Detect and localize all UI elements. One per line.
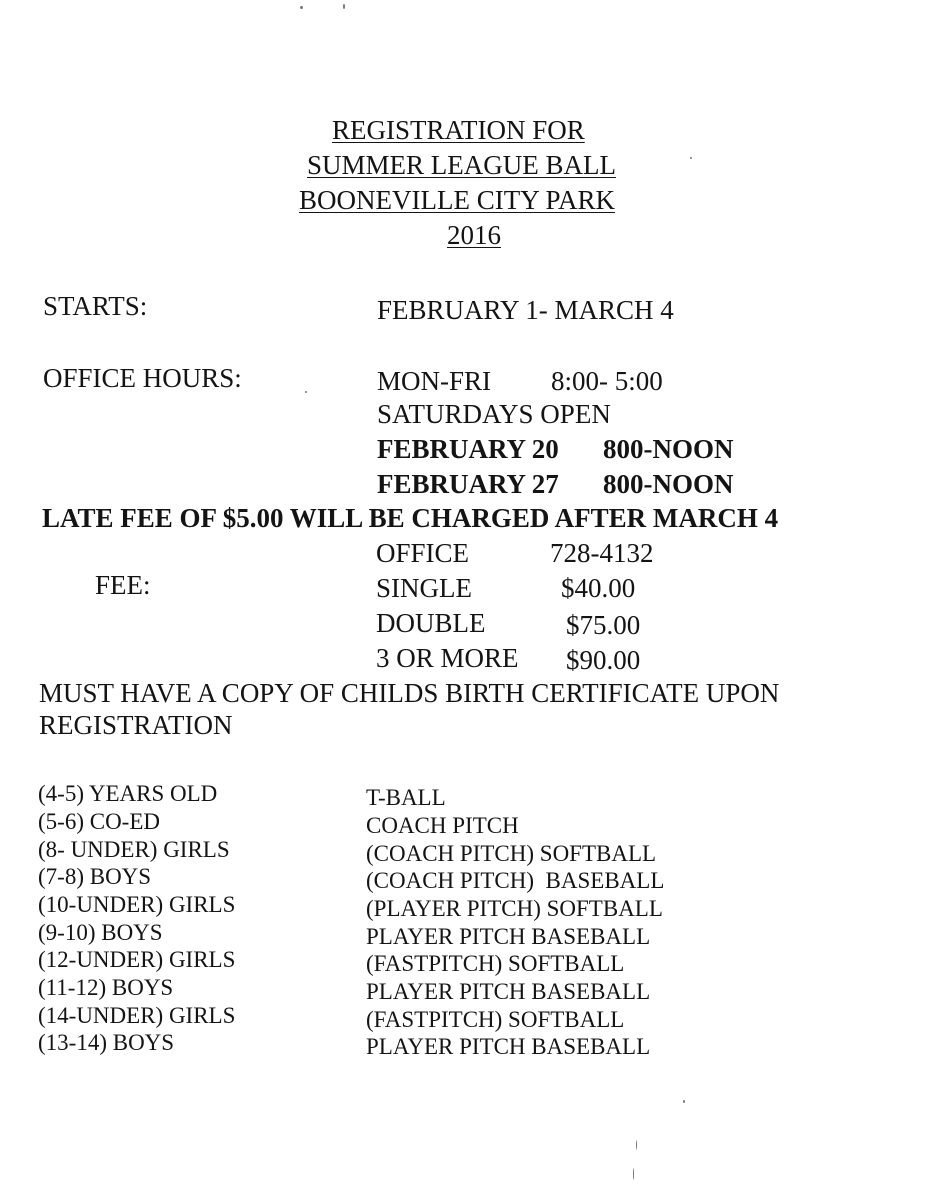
office-hours-weekday-time: 8:00- 5:00 [551, 366, 663, 396]
header-title-line3: BOONEVILLE CITY PARK [299, 185, 615, 215]
saturday-date-2: FEBRUARY 27 [377, 469, 559, 499]
division-league: (COACH PITCH) BASEBALL [366, 868, 665, 893]
scan-speck [633, 1168, 634, 1180]
office-phone-label: OFFICE [376, 538, 470, 568]
division-age: (13-14) BOYS [38, 1030, 175, 1055]
scan-speck [343, 4, 345, 9]
division-league: PLAYER PITCH BASEBALL [366, 924, 651, 949]
scan-speck [305, 391, 307, 393]
division-league: T-BALL [366, 785, 446, 810]
certificate-note-line2: REGISTRATION [39, 710, 233, 740]
office-hours-label: OFFICE HOURS: [43, 363, 242, 393]
office-phone-number: 728-4132 [550, 538, 654, 568]
division-age: (11-12) BOYS [38, 975, 174, 1000]
starts-label: STARTS: [43, 291, 148, 321]
division-league: (FASTPITCH) SOFTBALL [366, 951, 625, 976]
starts-value: FEBRUARY 1- MARCH 4 [377, 295, 674, 325]
division-age: (4-5) YEARS OLD [38, 781, 218, 806]
scan-speck [683, 1100, 685, 1103]
division-league: (COACH PITCH) SOFTBALL [366, 841, 657, 866]
scan-speck [300, 6, 303, 9]
fee-label: FEE: [95, 570, 151, 600]
division-age: (12-UNDER) GIRLS [38, 947, 236, 972]
division-age: (7-8) BOYS [38, 864, 152, 889]
office-hours-saturdays: SATURDAYS OPEN [377, 399, 611, 429]
office-hours-weekday-days: MON-FRI [377, 366, 492, 396]
certificate-note-line1: MUST HAVE A COPY OF CHILDS BIRTH CERTIFICATE UPON [39, 678, 780, 708]
header-title-line2: SUMMER LEAGUE BALL [307, 150, 616, 180]
saturday-date-1: FEBRUARY 20 [377, 434, 559, 464]
division-age: (14-UNDER) GIRLS [38, 1003, 236, 1028]
division-league: COACH PITCH [366, 813, 519, 838]
fee-row-amount: $75.00 [566, 610, 641, 640]
division-age: (9-10) BOYS [38, 920, 163, 945]
header-title-line1: REGISTRATION FOR [332, 115, 585, 145]
fee-row-label: SINGLE [376, 573, 472, 603]
fee-row-amount: $40.00 [561, 573, 636, 603]
division-league: PLAYER PITCH BASEBALL [366, 1034, 651, 1059]
fee-row-label: 3 OR MORE [376, 643, 519, 673]
header-year: 2016 [447, 220, 501, 250]
division-age: (10-UNDER) GIRLS [38, 892, 236, 917]
division-age: (8- UNDER) GIRLS [38, 837, 230, 862]
late-fee-notice: LATE FEE OF $5.00 WILL BE CHARGED AFTER MARCH 4 [42, 503, 779, 533]
saturday-time-1: 800-NOON [603, 434, 734, 464]
saturday-time-2: 800-NOON [603, 469, 734, 499]
fee-row-amount: $90.00 [566, 645, 641, 675]
fee-row-label: DOUBLE [376, 608, 486, 638]
scan-speck [636, 1140, 637, 1150]
division-league: (PLAYER PITCH) SOFTBALL [366, 896, 663, 921]
scan-speck [690, 157, 692, 159]
division-age: (5-6) CO-ED [38, 809, 160, 834]
division-league: (FASTPITCH) SOFTBALL [366, 1007, 625, 1032]
division-league: PLAYER PITCH BASEBALL [366, 979, 651, 1004]
